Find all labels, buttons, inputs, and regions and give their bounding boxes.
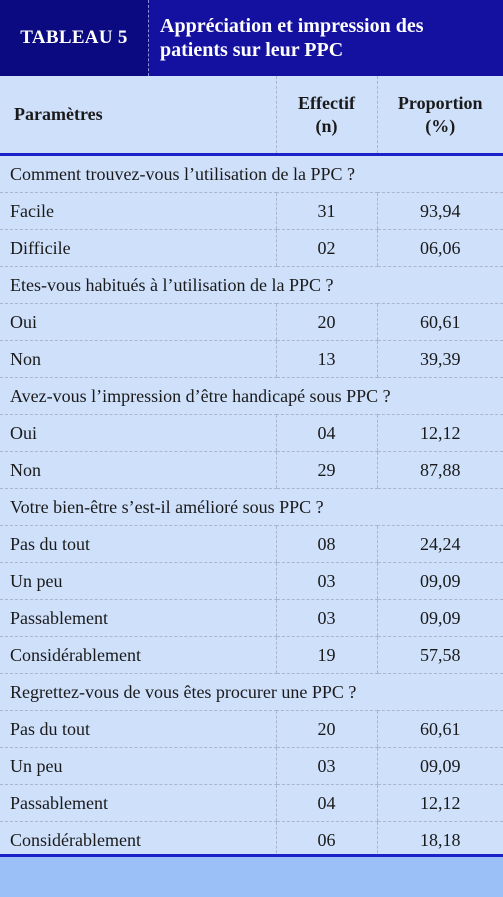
answer-count: 03 [276,600,377,637]
answer-row [0,785,503,822]
table-label: TABLEAU 5 [0,0,149,76]
answer-percent: 09,09 [377,748,503,785]
answer-row [0,452,503,489]
answer-row [0,526,503,563]
question-row [0,489,503,526]
answer-percent: 09,09 [377,563,503,600]
answer-count: 04 [276,415,377,452]
column-header-proportion [377,76,503,155]
data-table-container [0,76,503,858]
answer-count: 13 [276,341,377,378]
answer-percent: 12,12 [377,785,503,822]
answer-label: Facile [0,193,276,230]
question-text: Avez-vous l’impression d’être handicapé sous PPC ? [0,378,503,415]
answer-label: Considérablement [0,637,276,674]
answer-row [0,748,503,785]
answer-count: 06 [276,822,377,859]
column-header-proportion-line1: Proportion [397,92,483,113]
answer-row [0,341,503,378]
answer-count: 31 [276,193,377,230]
answer-label: Passablement [0,785,276,822]
answer-percent: 87,88 [377,452,503,489]
question-text: Comment trouvez-vous l’utilisation de la PPC ? [0,155,503,193]
table-footer-band [0,857,503,897]
column-header-row [0,76,503,155]
column-header-effectif-line2: (n) [315,115,338,136]
answer-percent: 09,09 [377,600,503,637]
answer-row [0,600,503,637]
answer-row [0,822,503,859]
data-table [0,76,503,858]
answer-count: 04 [276,785,377,822]
answer-count: 20 [276,711,377,748]
answer-percent: 18,18 [377,822,503,859]
column-header-effectif-line1: Effectif [298,92,355,113]
table-title-line2: patients sur leur PPC [160,39,344,61]
answer-percent: 06,06 [377,230,503,267]
answer-count: 03 [276,563,377,600]
answer-percent: 60,61 [377,304,503,341]
answer-percent: 60,61 [377,711,503,748]
answer-row [0,304,503,341]
answer-label: Difficile [0,230,276,267]
answer-row [0,563,503,600]
answer-percent: 12,12 [377,415,503,452]
question-row [0,674,503,711]
answer-count: 03 [276,748,377,785]
table-header [0,0,503,76]
question-text: Regrettez-vous de vous êtes procurer une PPC ? [0,674,503,711]
answer-label: Considérablement [10,829,141,850]
answer-row [0,230,503,267]
answer-row [0,711,503,748]
answer-label: Pas du tout [0,526,276,563]
question-row [0,155,503,193]
answer-label: Oui [0,415,276,452]
answer-label: Pas du tout [0,711,276,748]
answer-percent: 24,24 [377,526,503,563]
answer-label: Un peu [0,563,276,600]
answer-label: Oui [0,304,276,341]
table-body [0,155,503,859]
answer-count: 29 [276,452,377,489]
answer-count: 08 [276,526,377,563]
answer-row [0,193,503,230]
answer-label: Un peu [0,748,276,785]
answer-label: Non [0,341,276,378]
column-header-proportion-line2: (%) [425,115,456,136]
answer-label: Passablement [0,600,276,637]
question-text: Votre bien-être s’est-il amélioré sous PPC ? [0,489,503,526]
column-header-effectif [276,76,377,155]
answer-percent: 39,39 [377,341,503,378]
answer-percent: 57,58 [377,637,503,674]
question-row [0,267,503,304]
answer-count: 20 [276,304,377,341]
answer-label: Non [0,452,276,489]
answer-count: 19 [276,637,377,674]
table-title [149,0,503,76]
answer-row [0,415,503,452]
question-text: Etes-vous habitués à l’utilisation de la PPC ? [0,267,503,304]
table-title-line1: Appréciation et impression des [160,15,424,37]
answer-row [0,637,503,674]
answer-percent: 93,94 [377,193,503,230]
answer-count: 02 [276,230,377,267]
question-row [0,378,503,415]
column-header-param: Paramètres [0,76,276,155]
